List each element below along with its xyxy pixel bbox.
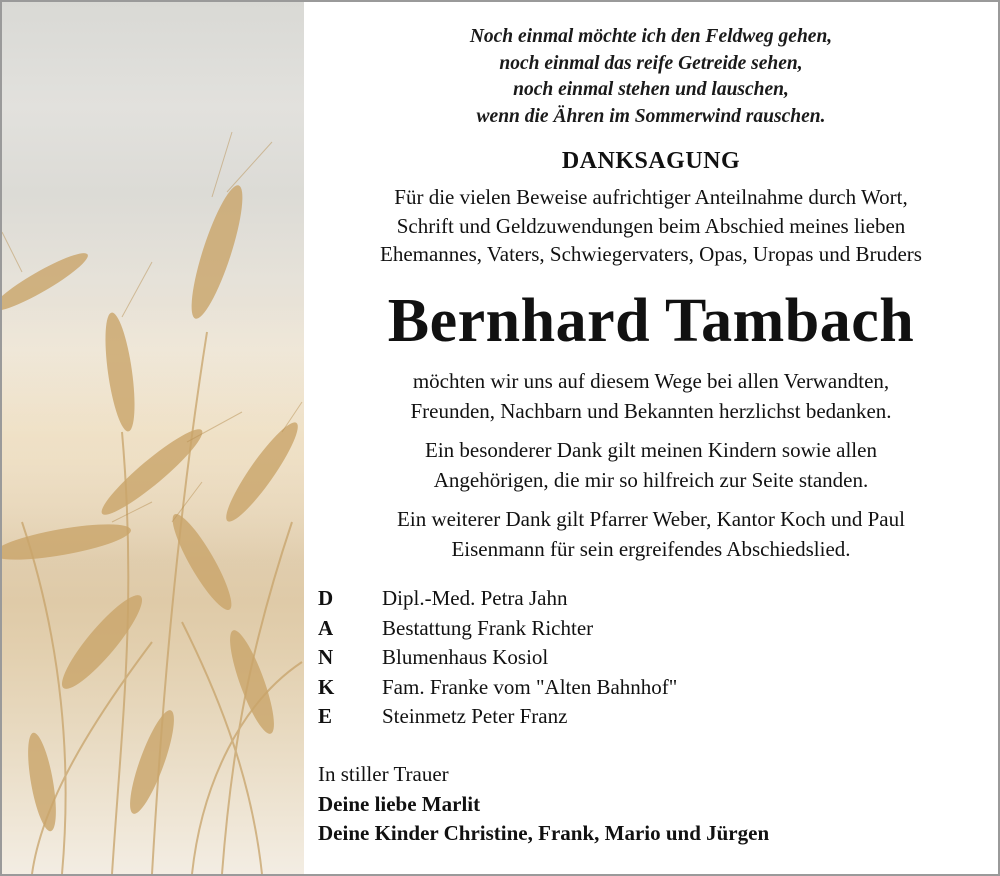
danke-letter: N <box>318 645 334 669</box>
danke-text: Dipl.-Med. Petra Jahn <box>382 586 568 610</box>
danke-list <box>318 584 978 732</box>
thanks-paragraph <box>304 505 998 564</box>
danke-item <box>318 702 978 732</box>
poem-line: Noch einmal möchte ich den Feldweg gehen, <box>469 26 833 47</box>
intro-line: Schrift und Geldzuwendungen beim Abschied meines lieben <box>396 213 906 238</box>
danke-item <box>318 584 978 614</box>
thanks-paragraph <box>304 436 998 495</box>
wheat-illustration <box>2 2 304 874</box>
intro-line: Ehemannes, Vaters, Schwiegervaters, Opas, Uropas und Bruders <box>380 242 922 266</box>
wheat-field-image <box>2 2 304 874</box>
signoff-line: In stiller Trauer <box>318 762 449 786</box>
danke-text: Steinmetz Peter Franz <box>382 704 568 728</box>
deceased-name: Bernhard Tambach <box>387 287 915 355</box>
danke-item <box>318 673 978 703</box>
poem-line: noch einmal das reife Getreide sehen, <box>499 52 803 74</box>
danke-text: Fam. Franke vom "Alten Bahnhof" <box>382 674 678 699</box>
notice-heading: DANKSAGUNG <box>561 148 741 174</box>
thanks-paragraph <box>304 367 998 426</box>
paragraph-line: Ein weiterer Dank gilt Pfarrer Weber, Kantor Koch und Paul <box>397 507 905 531</box>
poem-line: noch einmal stehen und lauschen, <box>513 79 789 100</box>
danke-item <box>318 643 978 673</box>
danke-text: Bestattung Frank Richter <box>382 615 594 640</box>
danke-letter: E <box>318 704 333 728</box>
paragraph-line: Eisenmann für sein ergreifendes Abschiedslied. <box>451 536 851 561</box>
intro-text <box>304 183 998 269</box>
danke-letter: A <box>318 615 334 640</box>
danke-letter: K <box>318 674 335 699</box>
poem <box>304 24 998 130</box>
danke-item <box>318 614 978 644</box>
paragraph-line: Ein besonderer Dank gilt meinen Kindern sowie allen <box>425 438 877 462</box>
paragraph-line: Angehörigen, die mir so hilfreich zur Seite standen. <box>433 467 869 492</box>
paragraph-line: möchten wir uns auf diesem Wege bei allen Verwandten, <box>412 369 890 393</box>
poem-line: wenn die Ähren im Sommerwind rauschen. <box>476 105 826 127</box>
signoff-children: Deine Kinder Christine, Frank, Mario und Jürgen <box>318 821 770 845</box>
signoff-spouse: Deine liebe Marlit <box>318 791 481 816</box>
intro-line: Für die vielen Beweise aufrichtiger Anteilnahme durch Wort, <box>394 185 908 209</box>
danke-letter: D <box>318 586 334 610</box>
signoff <box>318 760 978 849</box>
paragraph-line: Freunden, Nachbarn und Bekannten herzlichst bedanken. <box>410 398 892 423</box>
danke-text: Blumenhaus Kosiol <box>382 645 549 669</box>
notice-content <box>304 0 998 876</box>
